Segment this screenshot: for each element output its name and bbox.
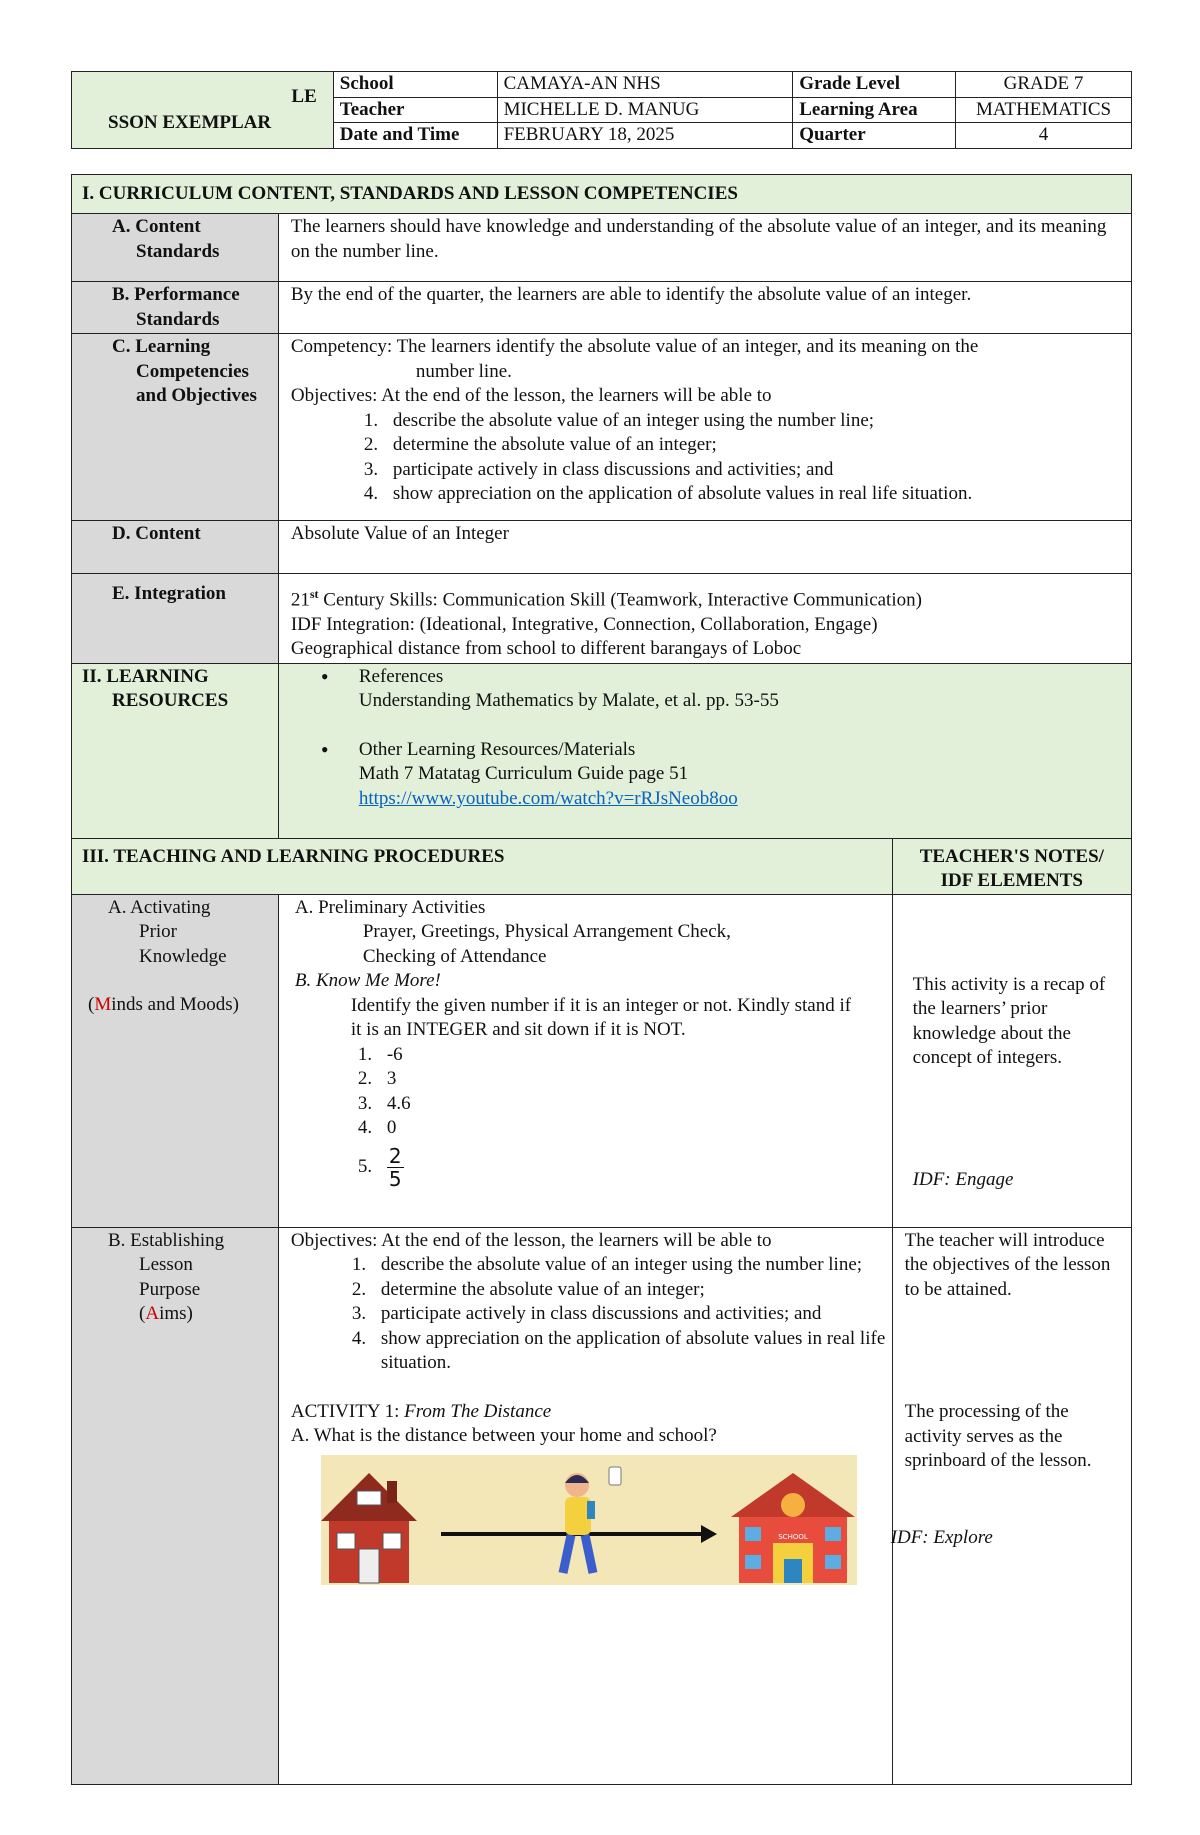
objectives-list (291, 409, 1125, 507)
list-item: 1. describe the absolute value of an integer using the number line; (371, 1253, 890, 1278)
aims-letter: A (145, 1303, 160, 1325)
establishing-purpose-label (72, 1227, 279, 1784)
integration-line-3: Geographical distance from school to different barangays of Loboc (290, 638, 802, 660)
content-standards-label (72, 214, 279, 282)
minds-and-moods: (Minds and Moods) (88, 994, 239, 1016)
activity-title (291, 1400, 890, 1425)
aims-rest: ims) (159, 1303, 193, 1325)
activating-label-1: A. Activating (108, 896, 211, 918)
content-label: D. Content (72, 521, 279, 574)
performance-standards-label (72, 282, 279, 334)
quarter-label: Quarter (793, 123, 956, 149)
numbers-list (295, 1043, 886, 1190)
list-item (343, 738, 1125, 812)
competencies-text (278, 334, 1131, 521)
b-objectives-list (291, 1253, 890, 1376)
date-label: Date and Time (333, 123, 497, 149)
preliminary-activities-label: A. Preliminary Activities (294, 896, 486, 918)
other-resources-title: • Other Learning Resources/Materials (358, 738, 636, 760)
establishing-label-3: Purpose (139, 1278, 201, 1300)
school-label: School (333, 72, 497, 98)
teacher-label: Teacher (333, 97, 497, 123)
illustration-svg (321, 1455, 857, 1585)
content-standards-label-1: A. Content (112, 216, 201, 237)
integration-label: E. Integration (72, 574, 279, 664)
preliminary-line-2: Checking of Attendance (362, 945, 547, 967)
establishing-content (278, 1227, 892, 1784)
list-item: 2. determine the absolute value of an integer; (383, 433, 1125, 458)
learning-resources-content (278, 663, 1131, 838)
teachers-notes-header (892, 838, 1131, 894)
fraction-numerator: 5. 2 (388, 1143, 402, 1168)
youtube-link[interactable]: https://www.youtube.com/watch?v=rRJsNeob8oo (358, 787, 738, 809)
activating-idf (913, 1168, 1123, 1193)
establishing-note-1: The teacher will introduce the objectives of the lesson to be attained. (904, 1229, 1111, 1300)
integration-sup: st (309, 587, 319, 601)
list-item: 4. show appreciation on the application of absolute values in real life situation. (383, 482, 1125, 507)
quarter-value: 4 (956, 123, 1132, 149)
objectives-intro: Objectives: At the end of the lesson, the learners will be able to (290, 385, 772, 406)
other-resources-text: Math 7 Matatag Curriculum Guide page 51 (358, 763, 689, 785)
fraction (387, 1145, 404, 1190)
competencies-label-2: Competencies (136, 360, 249, 382)
establishing-label-2: Lesson (139, 1254, 193, 1276)
list-item: 2. 3 (377, 1067, 886, 1092)
learning-resources-label (72, 663, 279, 838)
integration-line-2: IDF Integration: (Ideational, Integrative, Connection, Collaboration, Engage) (290, 613, 878, 635)
student-icon (563, 1467, 621, 1573)
grade-label: Grade Level (793, 72, 956, 98)
establishing-idf (891, 1526, 1125, 1551)
list-item: 1. describe the absolute value of an integer using the number line; (383, 409, 1125, 434)
performance-standards-text: By the end of the quarter, the learners are able to identify the absolute value of an integer. (278, 282, 1131, 334)
area-label: Learning Area (793, 97, 956, 123)
references-text: Understanding Mathematics by Malate, et al. pp. 53-55 (358, 690, 779, 712)
teachers-notes-title-1: TEACHER'S NOTES/ (919, 845, 1104, 867)
list-item: 2. determine the absolute value of an integer; (371, 1278, 890, 1303)
references-title: • References (358, 665, 444, 687)
school-value: CAMAYA-AN NHS (497, 72, 793, 98)
date-value: FEBRUARY 18, 2025 (497, 123, 793, 149)
activating-notes (892, 894, 1131, 1227)
competency-line-2: number line. (415, 360, 512, 382)
learning-resources-label-1: II. LEARNING (82, 665, 209, 687)
competencies-label-3: and Objectives (136, 385, 257, 406)
know-me-more-text: B. Know Me More! (294, 970, 441, 992)
list-item: 3. 4.6 (377, 1092, 886, 1117)
list-item: 4. 0 (377, 1116, 886, 1141)
home-to-school-illustration (321, 1455, 857, 1585)
teacher-value: MICHELLE D. MANUG (497, 97, 793, 123)
title-line-2: SSON EXEMPLAR (108, 111, 272, 133)
grade-value: GRADE 7 (956, 72, 1132, 98)
activity-label: ACTIVITY 1: (290, 1400, 405, 1422)
competency-line-1: Competency: The learners identify the absolute value of an integer, and its meaning on the (290, 336, 979, 357)
activating-content (278, 894, 892, 1227)
activating-prior-knowledge-label (72, 894, 279, 1227)
document-title (72, 72, 334, 149)
integration-21: 21 (290, 589, 310, 611)
school-sign: SCHOOL (778, 1532, 808, 1541)
competencies-label-1: C. Learning (112, 336, 211, 357)
performance-standards-label-2: Standards (136, 308, 220, 330)
content-standards-text: The learners should have knowledge and understanding of the absolute value of an integer, and its meaning on the number line. (278, 214, 1131, 282)
aims: (Aims) (139, 1303, 193, 1325)
content-standards-label-2: Standards (136, 240, 220, 262)
integration-line-1 (291, 582, 1125, 613)
know-me-more-label (295, 969, 886, 994)
learning-resources-label-2: RESOURCES (112, 690, 229, 712)
header-table (71, 71, 1132, 149)
idf-engage: IDF: Engage (912, 1168, 1014, 1190)
list-item: 3. participate actively in class discussions and activities; and (383, 458, 1125, 483)
b-objectives-intro: Objectives: At the end of the lesson, the learners will be able to (290, 1229, 772, 1251)
activating-label-2: Prior (139, 921, 177, 943)
lesson-table (71, 174, 1132, 1785)
list-item (343, 665, 1125, 714)
preliminary-line-1: Prayer, Greetings, Physical Arrangement Check, (362, 921, 731, 943)
list-item: 1. -6 (377, 1043, 886, 1068)
resources-list (285, 665, 1125, 812)
section-1-title: I. CURRICULUM CONTENT, STANDARDS AND LESSON COMPETENCIES (72, 175, 1132, 214)
performance-standards-label-1: B. Performance (112, 284, 240, 305)
establishing-note-2: The processing of the activity serves as the sprinboard of the lesson. (904, 1401, 1092, 1472)
competencies-label (72, 334, 279, 521)
school-building-icon (731, 1473, 855, 1583)
title-line-1: LE (291, 85, 317, 107)
activating-note-text: This activity is a recap of the learners’ prior knowledge about the concept of integers. (912, 973, 1106, 1069)
area-value: MATHEMATICS (956, 97, 1132, 123)
fraction-denominator: 5 (388, 1166, 402, 1191)
idf-explore: IDF: Explore (890, 1526, 993, 1548)
establishing-notes (892, 1227, 1131, 1784)
integration-text (278, 574, 1131, 664)
section-3-title: III. TEACHING AND LEARNING PROCEDURES (72, 838, 893, 894)
list-item: 3. participate actively in class discussions and activities; and (371, 1302, 890, 1327)
establishing-label-1: B. Establishing (108, 1229, 225, 1251)
minds-letter: M (94, 994, 112, 1016)
house-icon (321, 1473, 417, 1583)
activity-name: From The Distance (404, 1400, 552, 1422)
teachers-notes-title-2: IDF ELEMENTS (940, 869, 1083, 891)
content-text: Absolute Value of an Integer (278, 521, 1131, 574)
know-me-more-instructions: Identify the given number if it is an integer or not. Kindly stand if it is an INTEGER and sit down if it is NOT. (350, 994, 852, 1041)
list-item (377, 1145, 886, 1190)
activating-label-3: Knowledge (139, 945, 227, 967)
minds-rest: inds and Moods) (111, 994, 239, 1016)
list-item: 4. show appreciation on the application of absolute values in real life situation. (371, 1327, 890, 1376)
integration-skills: Century Skills: Communication Skill (Teamwork, Interactive Communication) (318, 589, 922, 611)
activity-question: A. What is the distance between your home and school? (290, 1425, 717, 1447)
